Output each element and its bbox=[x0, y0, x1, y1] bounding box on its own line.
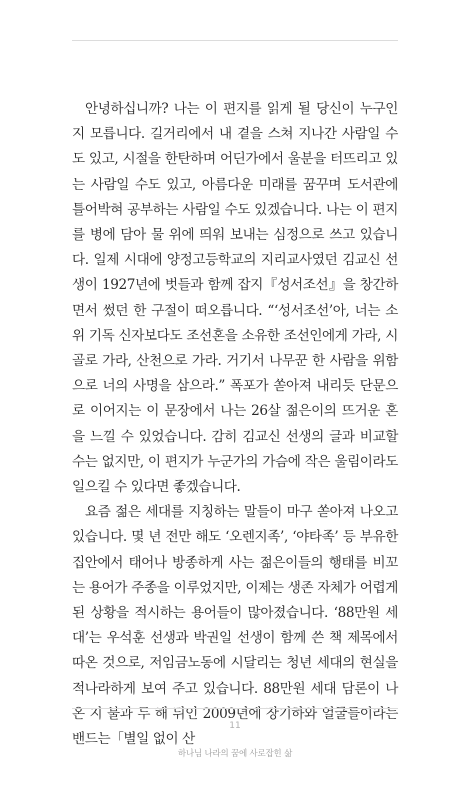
body-text bbox=[72, 97, 398, 752]
page-number: 11 bbox=[229, 721, 241, 731]
bottom-divider bbox=[72, 708, 398, 709]
paragraph-1: 안녕하십니까? 나는 이 편지를 읽게 될 당신이 누구인지 모릅니다. 길거리에서 내 곁을 스쳐 지나간 사람일 수도 있고, 시절을 한탄하며 어딘가에서 울분을 터뜨리고 있는 사람일 수도 있고, 아름다운 미래를 꿈꾸며 도서관에 틀어박혀 공부하는 사람일 수도 있겠습니다. 나는 이 편지를 병에 담아 물 위에 띄워 보내는 심정으로 쓰고 있습니다. 일제 시대에 양정고등학교의 지리교사였던 김교신 선생이 1927년에 벗들과 함께 잡지『성서조선』을 창간하면서 썼던 한 구절이 떠오릅니다. “‘성서조선’아, 너는 소위 기독 신자보다도 조선혼을 소유한 조선인에게 가라, 시골로 가라, 산천으로 가라. 거기서 나무꾼 한 사람을 위함으로 너의 사명을 삼으라.” 폭포가 쏟아져 내리듯 단문으로 이어지는 이 문장에서 나는 26살 젊은이의 뜨거운 혼을 느낄 수 있었습니다. 감히 김교신 선생의 글과 비교할 수는 없지만, 이 편지가 누군가의 가슴에 작은 울림이라도 일으킬 수 있다면 좋겠습니다. bbox=[72, 101, 398, 496]
paragraph-2: 요즘 젊은 세대를 지칭하는 말들이 마구 쏟아져 나오고 있습니다. 몇 년 전만 해도 ‘오렌지족’, ‘야타족’ 등 부유한 집안에서 태어나 방종하게 사는 젊은이들의 행태를 비꼬는 용어가 주종을 이루었지만, 이제는 생존 자체가 어렵게 된 상황을 적시하는 용어들이 많아졌습니다. ‘88만원 세대’는 우석훈 선생과 박권일 선생이 함께 쓴 책 제목에서 따온 것으로, 저임금노동에 시달리는 청년 세대의 현실을 적나라하게 보여 주고 있습니다. 88만원 세대 담론이 나온 지 불과 두 해 뒤인 2009년에 장기하와 얼굴들이라는 밴드는「별일 없이 산 bbox=[72, 504, 398, 748]
top-divider bbox=[72, 40, 398, 41]
running-footer-title: 하나님 나라의 꿈에 사로잡힌 삶 bbox=[177, 749, 293, 759]
